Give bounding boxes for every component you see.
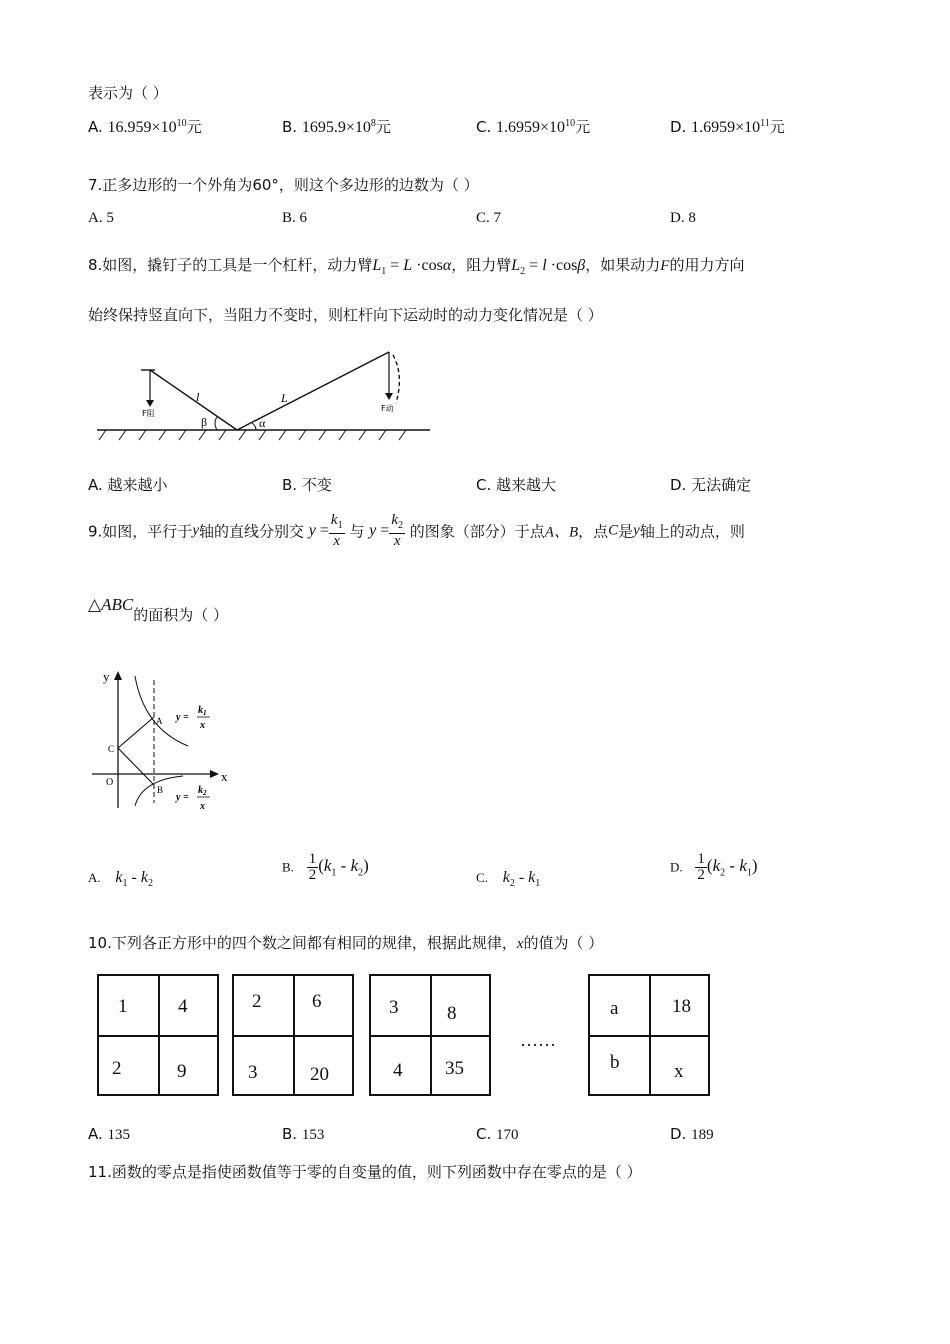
square-cell: 9 [177, 1061, 187, 1082]
q9-stem-part: 9.如图，平行于 [88, 522, 193, 541]
q8-stem-line2: 始终保持竖直向下，当阻力不变时，则杠杆向下运动时的动力变化情况是（ ） [88, 306, 603, 324]
q6-option-a[interactable]: A. $16.959\times 10^{10}$元 [88, 118, 202, 136]
option-value: 170 [496, 1127, 519, 1143]
option-letter: C. [476, 1125, 492, 1143]
q9-points-AB: A、B [544, 524, 579, 541]
q8-stem [88, 254, 744, 277]
q10-stem [88, 932, 603, 953]
option-letter: C. [476, 118, 492, 136]
q9-fraction-k1: $\frac{k_1}{x}$ [330, 512, 343, 549]
q9-stem-part: 是 [618, 522, 634, 541]
q9-stem-part: 的面积为（ ） [133, 606, 228, 624]
q9-var-C: C [608, 522, 619, 539]
q11-stem: 11.函数的零点是指使函数值等于零的自变量的值，则下列函数中存在零点的是（ ） [88, 1163, 642, 1181]
square-cell: 20 [310, 1064, 329, 1085]
q10-var-x: x [516, 936, 524, 952]
q9-stem-part: 与 [349, 522, 365, 541]
q10-stem-part: 10.下列各正方形中的四个数之间都有相同的规律，根据此规律， [88, 934, 517, 952]
option-unit: 元 [186, 118, 202, 136]
option-exponent: 11 [760, 118, 770, 129]
square-cell: a [610, 998, 619, 1019]
option-mantissa: 16.959 [107, 119, 152, 136]
q8-stem-part: 8.如图，撬钉子的工具是一个杠杆，动力臂 [88, 256, 373, 274]
q10-option-d[interactable] [670, 1125, 714, 1144]
q7-option-b[interactable]: B. 6 [282, 210, 308, 226]
q8-stem-part: 的用力方向 [669, 256, 745, 274]
q9-label-x: x [221, 769, 228, 784]
q8-option-d[interactable]: D. 无法确定 [670, 476, 752, 494]
q7-option-c[interactable]: C. 7 [476, 210, 502, 226]
option-letter: D. [670, 859, 683, 875]
q7-option-d[interactable]: D. 8 [670, 210, 696, 226]
q8-label-L: L [281, 391, 288, 405]
q9-option-d[interactable]: D. $\frac{1}{2}$ $(k_2 - k_1)$ [670, 851, 758, 883]
svg-text:k1: $k_1$ [198, 705, 207, 717]
svg-text:y =: y = [176, 792, 189, 803]
square-cell: 8 [447, 1003, 457, 1024]
square-cell: 3 [248, 1062, 258, 1083]
q9-label-B: B [157, 785, 164, 795]
q9-stem-part: 轴的直线分别交 [198, 522, 304, 541]
svg-text:y =: y = [176, 712, 189, 723]
q9-var-y: y [633, 522, 640, 539]
q9-formula-k1: y = [308, 522, 329, 539]
square-cell: 2 [112, 1058, 122, 1079]
q10-square-4 [588, 974, 710, 1096]
q9-option-b[interactable]: B. $\frac{1}{2}$ $(k_1 - k_2)$ [282, 851, 369, 883]
option-letter: B. [282, 118, 298, 136]
option-value: 189 [691, 1127, 714, 1143]
q9-stem-part: 轴上的动点，则 [639, 522, 745, 541]
q8-label-F-resist: F阻 [142, 409, 155, 418]
q9-label-O: O [106, 777, 114, 788]
q9-stem-part: 的图象（部分）于点 [409, 522, 545, 541]
q8-label-alpha: α [259, 416, 266, 430]
option-letter: B. [282, 859, 294, 875]
q6-option-b[interactable]: B. $1695.9\times 10^8$元 [282, 118, 391, 136]
q9-option-c[interactable]: C. $k_2 - k_1$ [476, 869, 541, 890]
option-letter: D. [670, 118, 687, 136]
q10-option-b[interactable] [282, 1125, 324, 1144]
q9-var-y: y [192, 522, 199, 539]
option-mantissa: 1.6959 [691, 119, 736, 136]
option-exponent: 10 [565, 118, 576, 129]
square-cell: 4 [178, 996, 188, 1017]
q6-option-c[interactable]: C. $1.6959\times 10^{10}$元 [476, 118, 591, 136]
q9-option-a[interactable]: A. $k_1 - k_2$ [88, 869, 153, 890]
q9-label-y: y [103, 669, 110, 684]
q8-stem-part: ，阻力臂 [451, 256, 512, 274]
option-letter: A. [88, 870, 101, 885]
q9-triangle: △ABC [88, 595, 134, 614]
q9-stem-line2 [88, 595, 228, 625]
q8-label-F-motive: F动 [381, 404, 394, 413]
q10-option-c[interactable] [476, 1125, 519, 1144]
q9-label-A: A [156, 716, 163, 726]
q9-hyperbola-figure [88, 668, 238, 823]
q6-option-d[interactable]: D. $1.6959\times 10^{11}$元 [670, 118, 785, 136]
square-cell: x [674, 1061, 684, 1082]
square-cell: b [610, 1052, 620, 1073]
q9-label-C: C [108, 744, 115, 754]
option-unit: 元 [375, 118, 391, 136]
q10-ellipsis: …… [520, 1030, 556, 1050]
option-value: 153 [301, 1127, 325, 1143]
square-cell: 1 [118, 996, 128, 1017]
q7-option-a[interactable]: A. 5 [88, 210, 114, 226]
q9-stem [88, 513, 745, 549]
option-mantissa: 1695.9 [301, 119, 346, 136]
q8-stem-part: ，如果动力 [585, 256, 661, 274]
q8-label-beta: β [201, 415, 208, 429]
q10-square-1 [97, 974, 219, 1096]
square-cell: 4 [393, 1060, 403, 1081]
q9-stem-part: ，点 [578, 522, 609, 541]
q7-stem: 7.正多边形的一个外角为60°，则这个多边形的边数为（ ） [88, 176, 479, 194]
option-letter: C. [476, 870, 488, 885]
option-letter: A. [88, 118, 103, 136]
q8-formula-L2: $L_2 = l \cdot\cos\beta$ [511, 257, 586, 278]
option-letter: A. [88, 1125, 103, 1143]
option-mantissa: 1.6959 [496, 119, 541, 136]
square-cell: 35 [445, 1058, 464, 1079]
q9-formula-k2: y = [369, 522, 390, 539]
option-letter: B. [282, 1125, 298, 1143]
q6-stem-tail: 表示为（ ） [88, 84, 168, 102]
q8-option-c[interactable]: C. 越来越大 [476, 476, 557, 494]
q8-var-F: F [660, 258, 670, 274]
square-cell: 6 [312, 991, 322, 1012]
option-exponent: 8 [370, 118, 376, 129]
q10-square-3 [369, 974, 491, 1096]
svg-text:k2: $k_2$ [198, 785, 207, 797]
svg-text:x: x [200, 720, 205, 731]
q8-formula-L1: $L_1 = L \cdot\cos\alpha$ [372, 257, 452, 278]
svg-text:x: x [200, 801, 205, 812]
square-cell: 2 [252, 991, 262, 1012]
q10-stem-part: 的值为（ ） [523, 934, 604, 952]
option-value: 135 [107, 1127, 131, 1143]
square-cell: 3 [389, 997, 399, 1018]
q8-option-b[interactable]: B. 不变 [282, 476, 332, 494]
q9-fraction-k2: $\frac{k_2}{x}$ [391, 512, 403, 549]
option-unit: 元 [769, 118, 785, 136]
option-letter: D. [670, 1125, 687, 1143]
q8-option-a[interactable]: A. 越来越小 [88, 476, 168, 494]
q10-option-a[interactable] [88, 1125, 130, 1144]
q8-label-l: l [196, 390, 200, 404]
q8-lever-figure [92, 345, 437, 445]
option-unit: 元 [575, 118, 591, 136]
option-exponent: 10 [176, 118, 187, 129]
square-cell: 18 [672, 996, 691, 1017]
q10-square-2 [232, 974, 354, 1096]
